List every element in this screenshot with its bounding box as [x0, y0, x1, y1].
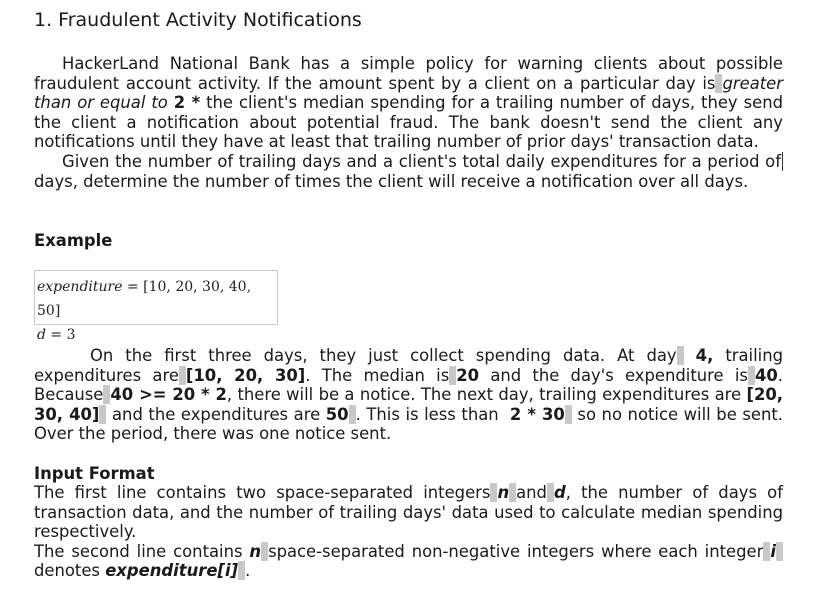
- input-format-description: The first line contains two space-separated integers n and d, the number of days of transaction data, and the number of trailing days' data used to calculate median spending respectively. The second line contains n space-separated non-negative integers where each integer idenotes expenditure[i] .: [34, 483, 783, 581]
- highlight-mark: [99, 405, 106, 424]
- desc-text: HackerLand National Bank has a simple policy for warning clients about possible fraudulent account activity. If the amount spent by a client on a particular day is: [34, 54, 783, 93]
- example-math-box: [34, 270, 278, 343]
- example-explanation: On the first three days, they just collect spending data. At day 4, trailing expenditures are [10, 20, 30]. The median is 20 and the day's expenditure is 40. Because 40 >= 20 * 2, there will be a notice. The next day, trailing expenditures are [20, 30, 40] and the expenditures are 50 . This is less than 2 * 30 so no notice will be sent. Over the period, there was one notice sent.: [34, 346, 784, 444]
- desc-text: Given the number of trailing days and a client's total daily expenditures for a period of: [62, 151, 781, 171]
- highlight-mark: [547, 483, 554, 502]
- highlight-mark: [565, 405, 572, 424]
- highlight-mark: [261, 542, 268, 561]
- desc-emphasis: greater than or equal to: [34, 73, 783, 113]
- highlight-mark: [748, 366, 755, 385]
- desc-text: the client's median spending for a trailing number of days, they send the client a notification about potential fraud. The bank doesn't send the client any notifications until they have at least that trailing number of prior days' transaction data.: [34, 93, 783, 152]
- math-line-expenditure: expenditure = [10, 20, 30, 40, 50]: [37, 279, 252, 319]
- highlight-mark: [776, 542, 783, 561]
- example-heading: Example: [34, 231, 113, 250]
- input-format-heading: Input Format: [34, 464, 155, 483]
- highlight-mark: [238, 561, 245, 580]
- desc-text: days, determine the number of times the client will receive a notification over all days.: [34, 171, 749, 191]
- problem-description: [34, 54, 783, 191]
- math-line-d: d = 3: [37, 327, 76, 343]
- highlight-mark: [349, 405, 356, 424]
- desc-bold: 2 *: [173, 93, 201, 113]
- text-cursor: [782, 152, 783, 171]
- highlight-mark: [677, 346, 684, 365]
- highlight-mark: [179, 366, 186, 385]
- page-title: 1. Fraudulent Activity Notifications: [34, 9, 362, 31]
